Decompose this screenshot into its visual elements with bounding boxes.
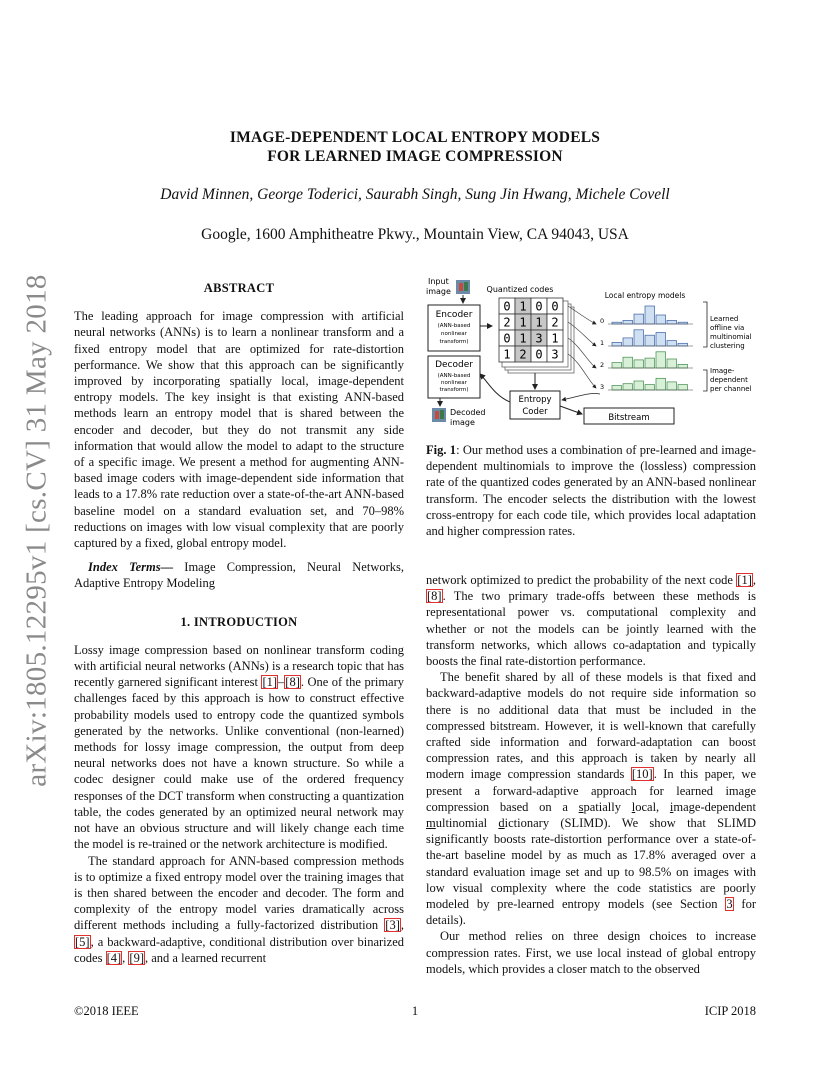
code-value: 1 — [535, 315, 543, 330]
intro-p2-text-c: , and a learned recurrent — [145, 950, 267, 965]
entropy-coder-label-2: Coder — [522, 407, 548, 417]
decoded-image-thumbnail — [432, 408, 446, 422]
code-value: 2 — [503, 315, 511, 330]
histogram-bar — [634, 360, 644, 368]
histogram-bar — [634, 381, 644, 390]
decoder-sub-3: transform) — [439, 387, 469, 393]
intro-p2-sep-2: , — [122, 950, 129, 965]
paper-title-line-1: IMAGE-DEPENDENT LOCAL ENTROPY MODELS — [229, 129, 601, 146]
paper-title-line-2: FOR LEARNED IMAGE COMPRESSION — [267, 148, 563, 165]
histogram-bar — [634, 314, 644, 324]
abstract-text: The leading approach for image compression with artificial neural networks (ANNs) is to learn a nonlinear transform and a fixed entropy model that are optimized for rate-distortion performance. We show that this approach can be significantly improved by incorporating spatially local, image-dependent entropy models. The key insight is that existing ANN-based methods learn an entropy model that is shared between the encoder and decoder, but they do not transmit any side information that would allow the model to adapt to the structure of a specific image. We present a method for augmenting ANN-based image coders with image-dependent side information that leads to a 17.8% rate reduction over a state-of-the-art ANN-based baseline model on a standard evaluation set, and 70–98% reductions on images with low visual complexity that are poorly captured by a fixed, global entropy model. — [74, 309, 404, 551]
arrow-models-to-coder — [562, 393, 600, 400]
model-index: 0 — [600, 317, 605, 325]
figure-1-diagram — [420, 274, 760, 434]
right-p1-text-a: network optimized to predict the probability of the next code — [426, 573, 737, 587]
slimd-word-l: ocal, — [635, 799, 670, 814]
slimd-word-s: patially — [583, 799, 632, 814]
abstract-heading: ABSTRACT — [203, 281, 275, 295]
section-link[interactable]: 3 — [726, 897, 733, 912]
arrow-coder-to-bitstream — [560, 406, 582, 414]
intro-p2-text-b: , a backward-adaptive, conditional distribution over binarized codes — [74, 934, 404, 965]
decoder-sub-2: nonlinear — [441, 380, 467, 386]
input-label: Input — [428, 277, 449, 286]
intro-paragraph-2 — [74, 853, 404, 966]
code-value: 1 — [551, 331, 559, 346]
encoder-label: Encoder — [435, 310, 473, 320]
right-paragraph-3: Our method relies on three design choices to increase compression rates. First, we use local instead of global entropy models, which provides a closer match to the observed — [426, 929, 756, 976]
histogram-bar — [623, 357, 633, 368]
authors: David Minnen, George Toderici, Saurabh Singh, Sung Jin Hwang, Michele Covell — [160, 186, 670, 203]
citation-link[interactable]: [4] — [106, 950, 122, 965]
decoder-sub-1: (ANN-based — [437, 373, 471, 379]
footer-page-number: 1 — [411, 1004, 419, 1018]
histogram-bar — [645, 306, 655, 324]
histogram-bar — [656, 352, 666, 368]
encoder-sub-3: transform) — [439, 339, 469, 345]
histogram-bar — [623, 320, 633, 324]
histogram-bar — [612, 342, 622, 346]
right-p1-text-b: . The two primary trade-offs between these methods is representational power vs. computational complexity and whether or not the models can be jointly learned with the transform networks, which allows co-adaptation and typically boosts the final rate-distortion performance. — [426, 589, 756, 669]
code-value: 0 — [535, 347, 543, 362]
code-value: 1 — [503, 347, 511, 362]
histogram-bar — [623, 384, 633, 390]
slimd-letter-i: i — [669, 799, 674, 814]
arxiv-stamp-text: arXiv:1805.12295v1 [cs.CV] 31 May 2018 — [20, 273, 53, 787]
slimd-word-m: ultinomial — [435, 816, 499, 831]
image-dependent-label-1: Image- — [710, 367, 735, 375]
citation-link[interactable]: [3] — [385, 918, 400, 933]
entropy-coder-label-1: Entropy — [518, 395, 552, 405]
right-column — [426, 572, 756, 977]
code-value: 0 — [503, 331, 511, 346]
title-block — [74, 128, 756, 166]
learned-label-1: Learned — [710, 315, 739, 323]
intro-p1-text-b: . One of the primary challenges faced by this approach is how to construct effective probability models used to entropy code the quantized symbols generated by the networks. Unlike conventional (non-learned) methods for lossy image compression, the output from deep neural networks does not have a known structure. So while a codec designer could make use of the ordered frequency responses of the DCT transform when constructing a quantization table, the codes generated by an optimized neural network may not have an obvious structure and will likely change each time the model is re-trained or the network architecture is modified. — [74, 675, 405, 852]
code-value: 0 — [551, 299, 559, 314]
code-value: 2 — [551, 315, 559, 330]
figure-caption — [426, 442, 756, 539]
intro-heading: 1. INTRODUCTION — [180, 614, 298, 629]
slimd-letter-l: l — [631, 799, 636, 814]
intro-p1-text-a: Lossy image compression based on nonlinear transform coding with artificial neural networks (ANNs) is a research topic that has recently garnered significant interest — [74, 642, 404, 690]
image-dependent-label-2: dependent — [710, 376, 748, 384]
figure-caption-text: : Our method uses a combination of pre-learned and image-dependent multinomials to improve the (lossless) compression rate of the quantized codes generated by an ANN-based nonlinear transform. The encoder selects the distribution with the lowest cross-entropy for each code tile, which provides local adaptation and higher compression rates. — [426, 443, 756, 539]
code-value: 0 — [535, 299, 543, 314]
intro-p2-sep-1: , — [400, 918, 404, 933]
citation-link[interactable]: [10] — [631, 767, 653, 782]
quantized-code-grid — [499, 298, 563, 362]
right-paragraph-1 — [426, 572, 756, 669]
code-value: 3 — [535, 331, 543, 346]
image-dependent-brace — [703, 370, 707, 391]
learned-label-2: offline via — [710, 324, 745, 332]
decoded-label: Decoded — [450, 408, 486, 417]
histogram-bar — [612, 386, 622, 391]
encoder-sub-2: nonlinear — [441, 331, 467, 337]
model-index: 2 — [600, 361, 605, 369]
right-p2-text-b: . In this paper, we present a forward-adaptive approach for learned image compression based on a — [426, 767, 757, 814]
right-paragraph-2 — [426, 669, 756, 928]
slimd-word-d: ictionary (SLIMD). We show that SLIMD significantly boosts rate-distortion performance over a state-of-the-art baseline model by as much as 17.8% averaged over a standard evaluation image set and up to 98.5% on images with low visual complexity where the code statistics are poorly modeled by pre-learned entropy models (see Section — [426, 816, 756, 912]
intro-p1-dash: – — [278, 675, 285, 690]
histogram-bar — [645, 385, 655, 390]
affiliation: Google, 1600 Amphitheatre Pkwy., Mountain View, CA 94043, USA — [201, 226, 629, 243]
index-terms — [74, 559, 404, 591]
histogram-bar — [678, 343, 688, 346]
decoder-label: Decoder — [435, 360, 473, 370]
input-image-label: image — [426, 287, 451, 296]
learned-brace — [703, 302, 707, 347]
citation-link[interactable]: [8] — [427, 589, 442, 604]
slimd-letter-d: d — [498, 816, 505, 831]
encoder-sub-1: (ANN-based — [437, 323, 471, 329]
citation-link[interactable]: [1] — [737, 573, 752, 587]
index-terms-text: Image Compression, Neural Networks, Adaptive Entropy Modeling — [74, 560, 404, 591]
code-value: 3 — [551, 347, 559, 362]
histogram-bar — [634, 330, 644, 346]
histogram-bar — [656, 378, 666, 390]
histogram-bar — [656, 315, 666, 324]
footer-copyright: ©2018 IEEE — [74, 1004, 139, 1018]
learned-label-4: clustering — [710, 342, 745, 350]
slimd-word-i: mage-dependent — [673, 799, 756, 814]
histogram-bar — [667, 341, 677, 346]
histogram-bar — [656, 333, 666, 347]
slimd-letter-m: m — [426, 816, 436, 831]
histogram-bar — [678, 385, 688, 390]
decoded-image-label: image — [450, 418, 475, 427]
arxiv-stamp — [22, 270, 52, 790]
learned-label-3: multinomial — [710, 333, 752, 341]
intro-p2-text-a: The standard approach for ANN-based compression methods is to optimize a fixed entropy model over the training images that is then shared between the encoder and decoder. The form and complexity of the entropy model varies dramatically across different methods including a fully-factorized distribution — [74, 853, 404, 933]
code-value: 2 — [519, 347, 527, 362]
index-terms-label: Index Terms— — [88, 560, 174, 575]
histogram-bar — [645, 358, 655, 368]
model-index: 3 — [600, 383, 605, 391]
right-p2-text-a: The benefit shared by all of these models is that fixed and backward-adaptive models do not require side information so there is no additional data that must be included in the compressed bitstream. However, it is well-known that carefully crafted side information and forward-adaptation can boost compression rates, and this approach is taken by nearly all modern image compression standards — [426, 670, 756, 782]
histogram-bar — [667, 320, 677, 324]
histogram-bar — [612, 363, 622, 368]
citation-link[interactable]: [9] — [129, 950, 144, 965]
code-value: 1 — [519, 331, 527, 346]
histogram-bar — [667, 359, 677, 368]
histogram-bar — [678, 364, 688, 368]
quantized-codes-label: Quantized codes — [486, 285, 554, 294]
citation-link[interactable]: [1] — [262, 675, 278, 690]
input-image-thumbnail — [456, 280, 470, 294]
figure-caption-label: Fig. 1 — [426, 443, 457, 457]
image-dependent-label-3: per channel — [710, 385, 752, 393]
citation-link[interactable]: [5] — [75, 934, 90, 949]
histogram-bar — [667, 382, 677, 390]
code-value: 0 — [503, 299, 511, 314]
local-entropy-models-label: Local entropy models — [604, 291, 686, 300]
code-value: 1 — [519, 299, 527, 314]
model-index: 1 — [600, 339, 605, 347]
histogram-bar — [623, 338, 633, 346]
bitstream-label: Bitstream — [608, 413, 650, 423]
intro-paragraph-1 — [74, 642, 404, 853]
local-entropy-models — [600, 306, 693, 391]
left-column — [74, 280, 404, 966]
arrow-coder-to-decoder — [480, 374, 510, 402]
slimd-letter-s: s — [578, 799, 584, 814]
right-p2-text-c: for details). — [426, 897, 757, 928]
footer-venue: ICIP 2018 — [704, 1004, 756, 1018]
right-p1-sep: , — [752, 573, 756, 587]
citation-link[interactable]: [8] — [285, 675, 300, 690]
histogram-bar — [645, 335, 655, 346]
code-value: 1 — [519, 315, 527, 330]
